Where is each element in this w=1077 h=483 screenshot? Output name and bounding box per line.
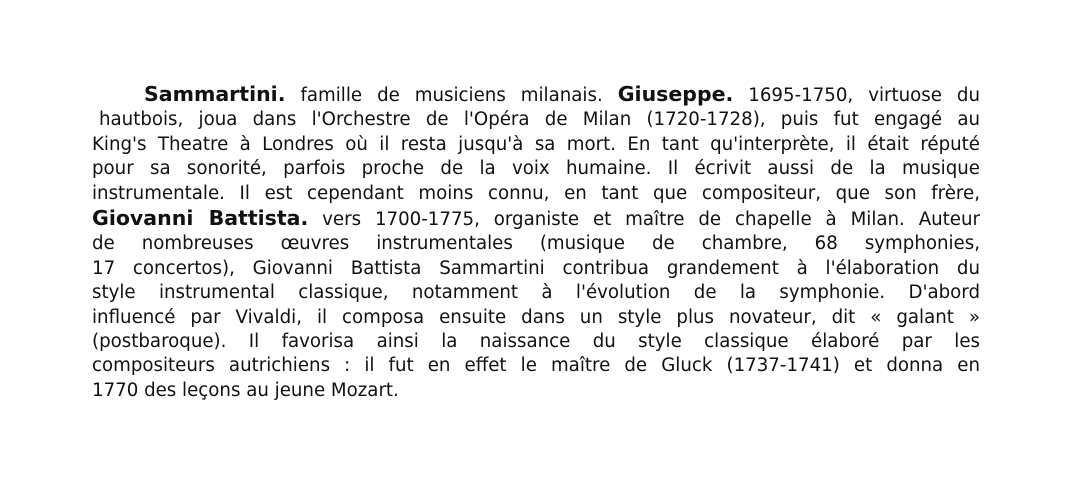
headword: Giuseppe. [617, 82, 734, 106]
entry-text: 1770 des leçons au jeune Mozart. [92, 379, 399, 401]
entry-line [92, 306, 980, 330]
entry-text: 17 concertos), Giovanni Battista Sammartini contribua grandement à l'élaboration du [92, 257, 980, 279]
entry-text: de nombreuses œuvres instrumentales (musique de chambre, 68 symphonies, [92, 233, 980, 255]
entry-line [92, 157, 980, 181]
entry-line [92, 379, 980, 403]
entry-line [92, 108, 980, 132]
entry-text: pour sa sonorité, parfois proche de la voix humaine. Il écrivit aussi de la musique [92, 158, 980, 180]
entry-text: (postbaroque). Il favorisa ainsi la naissance du style classique élaboré par les [92, 331, 980, 353]
entry-line [92, 257, 980, 281]
entry-text: style instrumental classique, notamment à l'évolution de la symphonie. D'abord [92, 282, 980, 304]
entry-line [92, 281, 980, 305]
entry-text: instrumentale. Il est cependant moins connu, en tant que compositeur, que son frère, [92, 182, 980, 204]
entry-line [92, 330, 980, 354]
headword: Giovanni Battista. [92, 206, 309, 231]
entry-text: famille de musiciens milanais. [285, 85, 618, 106]
entry-text: vers 1700-1775, organiste et maître de chapelle à Milan. Auteur [308, 209, 980, 231]
entry-line [92, 182, 980, 206]
entry-text: 1695-1750, virtuose du [733, 85, 980, 106]
entry-text: hautbois, joua dans l'Orchestre de l'Opéra de Milan (1720-1728), puis fut engagé au [99, 109, 980, 131]
entry-text: influencé par Vivaldi, il composa ensuite dans un style plus novateur, dit « galant » [92, 306, 980, 328]
entry-text: King's Theatre à Londres où il resta jusqu'à sa mort. En tant qu'interprète, il était réputé [92, 133, 980, 155]
headword: Sammartini. [144, 82, 286, 106]
entry-line [92, 354, 980, 378]
entry-text: compositeurs autrichiens : il fut en effet le maître de Gluck (1737-1741) et donna en [92, 355, 980, 377]
entry-line [92, 82, 980, 108]
entry-line [92, 206, 980, 232]
entry-line [92, 133, 980, 157]
entry-line [92, 232, 980, 256]
dictionary-entry-sammartini [92, 82, 980, 403]
